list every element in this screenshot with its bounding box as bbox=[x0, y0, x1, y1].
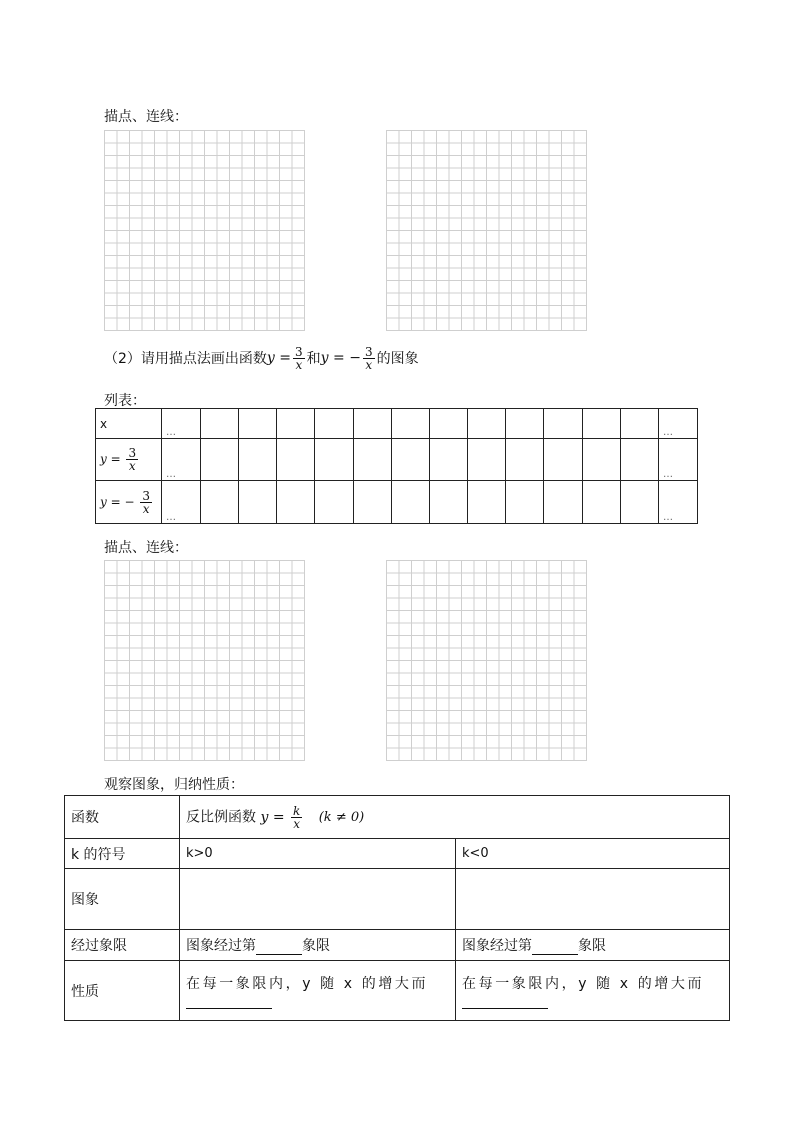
eq1-den: x bbox=[295, 357, 303, 372]
graph-grid-1a bbox=[104, 130, 305, 331]
table-cell[interactable] bbox=[506, 481, 544, 524]
table-cell[interactable] bbox=[391, 481, 429, 524]
func-eq-lhs: y = bbox=[260, 809, 285, 825]
func-den: x bbox=[293, 816, 301, 831]
table-cell[interactable] bbox=[544, 439, 582, 481]
property-label: 性质 bbox=[65, 961, 180, 1021]
func-text: 反比例函数 bbox=[186, 809, 256, 825]
func-num: k bbox=[293, 803, 301, 818]
table-cell[interactable] bbox=[429, 481, 467, 524]
table-row-y1 bbox=[96, 439, 698, 481]
quadrant-suffix: 象限 bbox=[302, 938, 330, 954]
table-cell[interactable] bbox=[239, 481, 277, 524]
k-negative: k<0 bbox=[456, 839, 730, 869]
row-y1-label bbox=[96, 439, 162, 481]
table-cell[interactable] bbox=[506, 409, 544, 439]
y2-lhs: y = − bbox=[100, 494, 135, 509]
dots-cell: … bbox=[659, 481, 698, 524]
table-cell[interactable] bbox=[391, 409, 429, 439]
table-cell[interactable] bbox=[277, 439, 315, 481]
property-blank[interactable] bbox=[462, 994, 548, 1009]
property-blank[interactable] bbox=[186, 994, 272, 1009]
table-cell[interactable] bbox=[468, 409, 506, 439]
table-cell[interactable] bbox=[544, 409, 582, 439]
quadrant-label: 经过象限 bbox=[65, 930, 180, 961]
graph-label: 图象 bbox=[65, 869, 180, 930]
row-x-label: x bbox=[96, 409, 162, 439]
row-function bbox=[65, 796, 730, 839]
quadrant-blank[interactable] bbox=[532, 954, 578, 955]
eq1-fraction bbox=[293, 346, 305, 371]
summary-caption: 观察图象，归纳性质： bbox=[104, 777, 244, 793]
table-cell[interactable] bbox=[468, 481, 506, 524]
row-sign bbox=[65, 839, 730, 869]
table-cell[interactable] bbox=[201, 439, 239, 481]
dots-cell: … bbox=[162, 439, 201, 481]
quadrant-blank[interactable] bbox=[256, 954, 302, 955]
y1-num: 3 bbox=[128, 446, 137, 460]
row-y2-label bbox=[96, 481, 162, 524]
property-cell-neg bbox=[456, 961, 730, 1021]
table-cell[interactable] bbox=[620, 409, 658, 439]
table-row-x bbox=[96, 409, 698, 439]
table-cell[interactable] bbox=[353, 481, 391, 524]
table-cell[interactable] bbox=[582, 481, 620, 524]
part2-prefix: （2）请用描点法画出函数 bbox=[104, 351, 267, 367]
eq1-lhs: y = bbox=[266, 350, 292, 366]
part2-suffix: 的图象 bbox=[376, 351, 419, 367]
value-table bbox=[95, 408, 698, 524]
func-label: 函数 bbox=[65, 796, 180, 839]
table-cell[interactable] bbox=[239, 409, 277, 439]
table-cell[interactable] bbox=[620, 439, 658, 481]
graph-cell-pos[interactable] bbox=[180, 869, 456, 930]
eq2-den: x bbox=[365, 357, 373, 372]
row-graph bbox=[65, 869, 730, 930]
dots-cell: … bbox=[659, 439, 698, 481]
table-cell[interactable] bbox=[544, 481, 582, 524]
graph-cell-neg[interactable] bbox=[456, 869, 730, 930]
graph-grid-1b bbox=[386, 130, 587, 331]
y2-num: 3 bbox=[142, 488, 150, 503]
table-cell[interactable] bbox=[429, 439, 467, 481]
property-cell-pos bbox=[180, 961, 456, 1021]
table-cell[interactable] bbox=[353, 439, 391, 481]
quadrant-cell-neg bbox=[456, 930, 730, 961]
table-cell[interactable] bbox=[353, 409, 391, 439]
table-cell[interactable] bbox=[506, 439, 544, 481]
eq2-lhs: y = − bbox=[320, 350, 361, 366]
eq2-num: 3 bbox=[364, 344, 373, 359]
dots-cell: … bbox=[162, 409, 201, 439]
plot-label-1: 描点、连线： bbox=[104, 109, 188, 125]
property-table bbox=[64, 795, 730, 1021]
func-cell bbox=[180, 796, 730, 839]
quadrant-prefix: 图象经过第 bbox=[186, 938, 256, 954]
y2-den: x bbox=[142, 501, 150, 516]
table-cell[interactable] bbox=[468, 439, 506, 481]
table-cell[interactable] bbox=[315, 409, 353, 439]
graph-grid-2a bbox=[104, 560, 305, 761]
property-text: 在每一象限内，y 随 x 的增大而 bbox=[186, 975, 429, 992]
y2-fraction bbox=[140, 490, 152, 515]
table-cell[interactable] bbox=[429, 409, 467, 439]
table-cell[interactable] bbox=[201, 409, 239, 439]
y1-fraction bbox=[126, 447, 138, 472]
dots-cell: … bbox=[162, 481, 201, 524]
quadrant-prefix: 图象经过第 bbox=[462, 938, 532, 954]
table-cell[interactable] bbox=[391, 439, 429, 481]
row-quadrant bbox=[65, 930, 730, 961]
quadrant-cell-pos bbox=[180, 930, 456, 961]
table-cell[interactable] bbox=[620, 481, 658, 524]
sign-label: k 的符号 bbox=[65, 839, 180, 869]
table-row-y2 bbox=[96, 481, 698, 524]
table-cell[interactable] bbox=[239, 439, 277, 481]
graph-grid-2b bbox=[386, 560, 587, 761]
table-cell[interactable] bbox=[582, 409, 620, 439]
table1-caption: 列表： bbox=[104, 393, 146, 409]
eq1-num: 3 bbox=[295, 344, 303, 359]
y1-lhs: y = bbox=[100, 452, 121, 466]
quadrant-suffix: 象限 bbox=[578, 938, 606, 954]
table-cell[interactable] bbox=[201, 481, 239, 524]
dots-cell: … bbox=[659, 409, 698, 439]
y1-den: x bbox=[128, 459, 136, 473]
table-cell[interactable] bbox=[277, 409, 315, 439]
part2-and: 和 bbox=[306, 351, 321, 367]
table-cell[interactable] bbox=[315, 439, 353, 481]
part2-instruction bbox=[104, 338, 419, 378]
property-text: 在每一象限内，y 随 x 的增大而 bbox=[462, 975, 705, 992]
func-cond: (k ≠ 0) bbox=[318, 810, 365, 825]
k-positive: k>0 bbox=[180, 839, 456, 869]
table-cell[interactable] bbox=[582, 439, 620, 481]
table-cell[interactable] bbox=[277, 481, 315, 524]
eq2-fraction bbox=[363, 346, 375, 371]
row-property bbox=[65, 961, 730, 1021]
plot-label-2: 描点、连线： bbox=[104, 540, 188, 556]
table-cell[interactable] bbox=[315, 481, 353, 524]
func-fraction bbox=[291, 805, 302, 830]
